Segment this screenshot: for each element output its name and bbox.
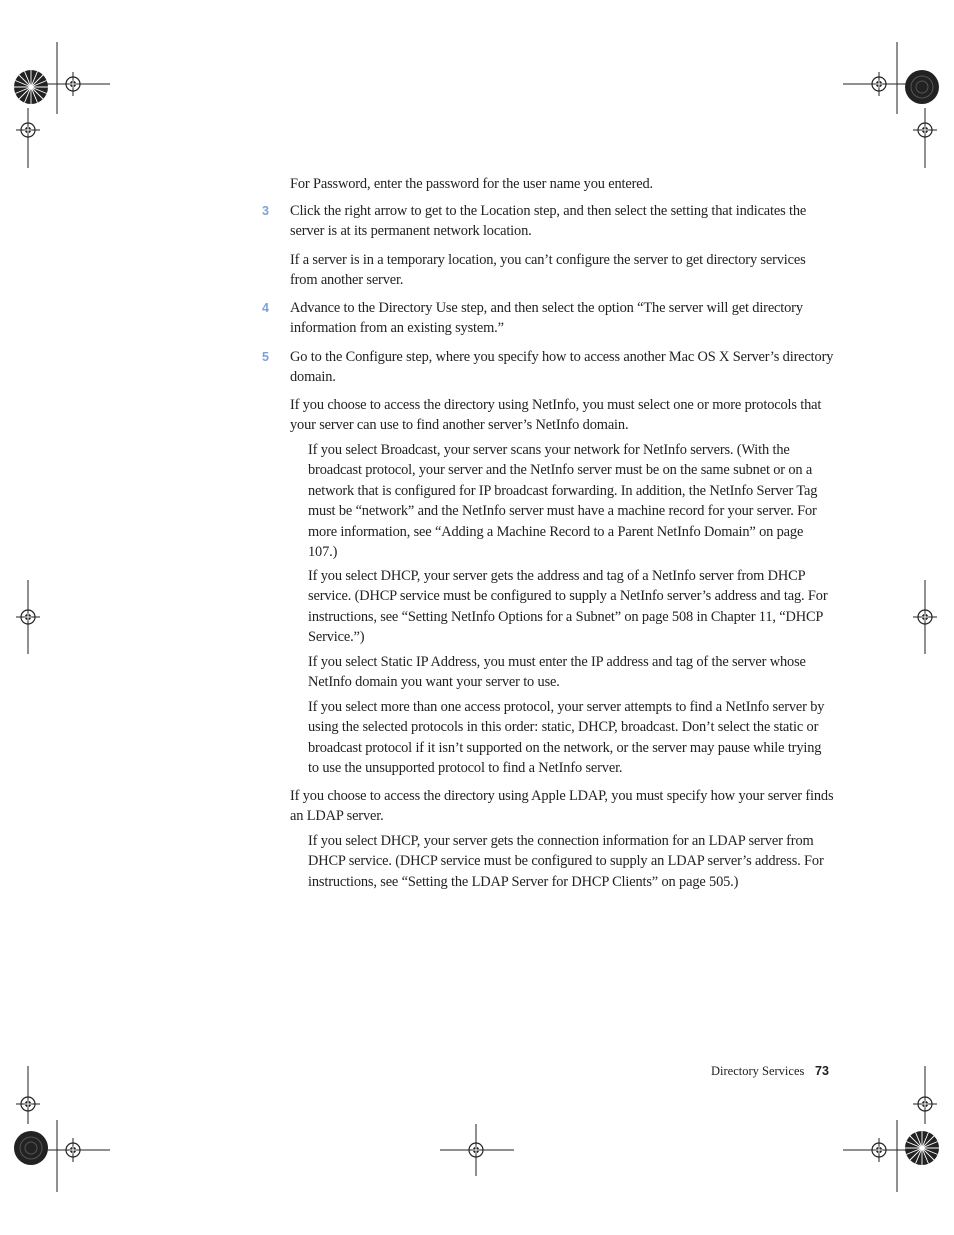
multiple-protocols-note: If you select more than one access protocol, your server attempts to find a NetInfo server by using the selected protocols in this order: static, DHCP, broadcast. Don’t select the static or broadcast protocol if it isn’t supported on the network, or the server may pause while trying to use the unsupported protocol to find a NetInfo server. xyxy=(308,699,825,777)
password-instruction: For Password, enter the password for the user name you entered. xyxy=(290,176,654,192)
ldap-intro: If you choose to access the directory using Apple LDAP, you must specify how your server finds an LDAP server. xyxy=(290,788,834,825)
footer-chapter-title: Directory Services xyxy=(711,1064,805,1078)
netinfo-intro: If you choose to access the directory using NetInfo, you must select one or more protocols that your server can use to find another server’s NetInfo domain. xyxy=(290,397,822,434)
static-ip-option: If you select Static IP Address, you must enter the IP address and tag of the server whose NetInfo domain you want your server to use. xyxy=(308,654,806,691)
step-5-text: Go to the Configure step, where you specify how to access another Mac OS X Server’s directory domain. xyxy=(290,349,834,386)
broadcast-option: If you select Broadcast, your server scans your network for NetInfo servers. (With the broadcast protocol, your server and the NetInfo server must be on the same subnet or on a network that is configured for IP broadcast forwarding. In addition, the NetInfo Server Tag must be “network” and the NetInfo server must have a machine record for your server. For more information, see “Adding a Machine Record to a Parent NetInfo Domain” on page 107.) xyxy=(308,442,818,561)
dhcp-option: If you select DHCP, your server gets the address and tag of a NetInfo server from DHCP service. (DHCP service must be configured to supply a NetInfo server’s address and tag. For instructions, see “Setting NetInfo Options for a Subnet” on page 508 in Chapter 11, “DHCP Service.”) xyxy=(308,568,828,646)
temporary-location-note: If a server is in a temporary location, you can’t configure the server to get directory services from another server. xyxy=(290,252,806,289)
step-3-text: Click the right arrow to get to the Location step, and then select the setting that indicates the server is at its permanent network location. xyxy=(290,203,807,240)
ldap-dhcp-option: If you select DHCP, your server gets the connection information for an LDAP server from DHCP service. (DHCP service must be configured to supply an LDAP server’s address. For instructions, see “Setting the LDAP Server for DHCP Clients” on page 505.) xyxy=(308,833,824,890)
step-number-5: 5 xyxy=(262,350,269,364)
step-number-3: 3 xyxy=(262,204,269,218)
step-4-text: Advance to the Directory Use step, and then select the option “The server will get directory information from an existing system.” xyxy=(290,300,803,337)
page-number: 73 xyxy=(815,1064,829,1078)
step-number-4: 4 xyxy=(262,301,269,315)
